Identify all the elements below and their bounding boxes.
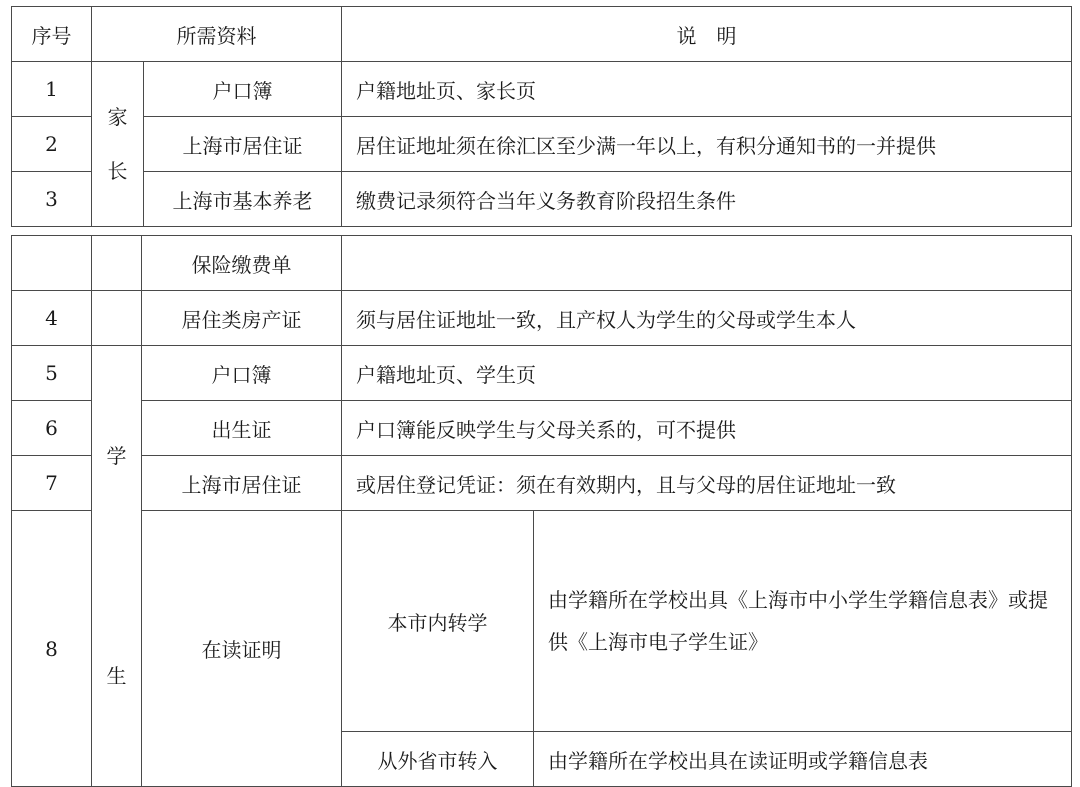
row-item: 保险缴费单 (142, 236, 342, 291)
header-material: 所需资料 (92, 7, 342, 62)
row-no: 1 (12, 62, 92, 117)
sub-desc: 由学籍所在学校出具《上海市中小学生学籍信息表》或提供《上海市电子学生证》 (534, 511, 1072, 732)
table-row (12, 117, 1072, 172)
table-row (12, 401, 1072, 456)
row-desc: 户口簿能反映学生与父母关系的，可不提供 (342, 401, 1072, 456)
row-desc: 或居住登记凭证：须在有效期内，且与父母的居住证地址一致 (342, 456, 1072, 511)
table-row (12, 172, 1072, 227)
row-no: 8 (12, 511, 92, 787)
row-item: 户口簿 (142, 346, 342, 401)
header-no: 序号 (12, 7, 92, 62)
parent-group-continuation (92, 236, 142, 291)
materials-table-top (11, 6, 1072, 227)
header-row (12, 7, 1072, 62)
group-char: 学 (106, 444, 127, 468)
row-desc: 户籍地址页、学生页 (342, 346, 1072, 401)
parent-group-label (92, 62, 144, 227)
row-no: 2 (12, 117, 92, 172)
table-row (12, 511, 1072, 732)
row-no: 4 (12, 291, 92, 346)
row-item: 出生证 (142, 401, 342, 456)
header-desc: 说 明 (342, 7, 1072, 62)
table-row (12, 291, 1072, 346)
row-no (12, 236, 92, 291)
row-desc: 缴费记录须符合当年义务教育阶段招生条件 (342, 172, 1072, 227)
table-row (12, 456, 1072, 511)
group-char: 生 (106, 664, 127, 688)
row-desc (342, 236, 1072, 291)
table-row (12, 62, 1072, 117)
row-desc: 居住证地址须在徐汇区至少满一年以上，有积分通知书的一并提供 (342, 117, 1072, 172)
table-row (12, 236, 1072, 291)
group-char: 家 (107, 105, 128, 129)
row-no: 5 (12, 346, 92, 401)
row-no: 7 (12, 456, 92, 511)
row-item: 上海市基本养老 (144, 172, 342, 227)
sub-desc: 由学籍所在学校出具在读证明或学籍信息表 (534, 732, 1072, 787)
row-no: 6 (12, 401, 92, 456)
row-no: 3 (12, 172, 92, 227)
row-item: 居住类房产证 (142, 291, 342, 346)
row-item: 在读证明 (142, 511, 342, 787)
group-char: 长 (107, 159, 128, 183)
sub-case: 本市内转学 (342, 511, 534, 732)
row-item: 户口簿 (144, 62, 342, 117)
table-row (12, 346, 1072, 401)
row-desc: 户籍地址页、家长页 (342, 62, 1072, 117)
row-desc: 须与居住证地址一致，且产权人为学生的父母或学生本人 (342, 291, 1072, 346)
sub-case: 从外省市转入 (342, 732, 534, 787)
row-item: 上海市居住证 (144, 117, 342, 172)
student-group-label (92, 346, 142, 787)
materials-table-bottom (11, 235, 1072, 787)
row-item: 上海市居住证 (142, 456, 342, 511)
parent-group-continuation (92, 291, 142, 346)
